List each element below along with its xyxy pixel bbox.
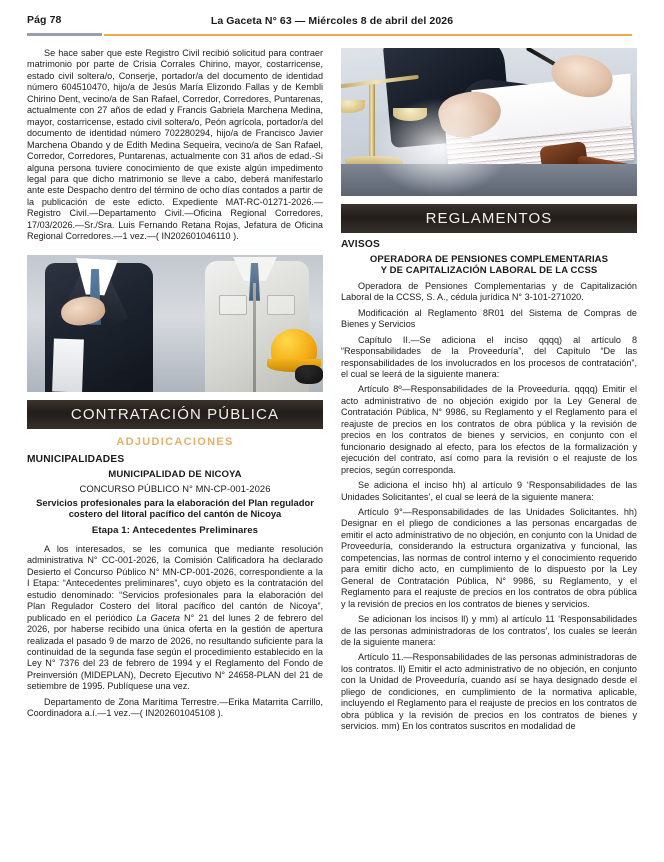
scales-left-pan-shape bbox=[341, 100, 365, 113]
adjudicacion-text-part1: A los interesados, se les comunica que mediante resolución administrativa N° CC-001-2026, la Comisión Calificadora ha declarado Desierto el Concurso Público N° MN-CP-001-2026, correspondiente a la I Etapa: “Antecedentes preliminares”, cuyo objeto es la contratación del estudio denominado: “Servicios profesionales para la elaboración del Plan Regulador Costero del litoral pacífico del cantón de Nicoya”, publicado en el periódico bbox=[27, 543, 323, 623]
reglamentos-banner-title: REGLAMENTOS bbox=[425, 210, 553, 227]
municipalidad-de-nicoya-heading: MUNICIPALIDAD DE NICOYA bbox=[108, 468, 242, 480]
contract-object-title: Servicios profesionales para la elaboración del Plan regulador costero del litoral pacífico del cantón de Nicoya bbox=[36, 496, 314, 520]
reglamento-paragraph-3: Capítulo II.—Se adiciona el inciso qqqq) al artículo 8 “Responsabilidades de la Proveeduría”, del Capítulo “De las responsabilidades de los involucrados en los procesos de contratación”, el cual se leerá de la siguiente manera: bbox=[341, 334, 637, 379]
gazette-title: La Gaceta N° 63 — Miércoles 8 de abril del 2026 bbox=[210, 15, 454, 27]
adjudicaciones-subtitle: ADJUDICACIONES bbox=[116, 435, 234, 448]
justice-scales-gavel-photo bbox=[341, 48, 637, 196]
etapa-heading: Etapa 1: Antecedentes Preliminares bbox=[91, 524, 259, 536]
right-column bbox=[341, 48, 637, 733]
reglamento-paragraph-2: Modificación al Reglamento 8R01 del Sistema de Compras de Bienes y Servicios bbox=[341, 307, 637, 330]
avisos-heading: AVISOS bbox=[341, 239, 380, 250]
worker-right-pocket-shape bbox=[267, 295, 295, 315]
left-column bbox=[27, 48, 323, 720]
contratacion-publica-banner bbox=[27, 400, 323, 429]
reglamentos-banner bbox=[341, 204, 637, 233]
adjudicacion-text-part2: N° 21 del lunes 2 de febrero del 2026, por haberse recibido una única oferta en la gestión de apertura realizada el pasado 9 de marzo de 2026, no resultando suficiente para la continuidad de la segunda fase según el procedimiento establecido en la Ley N° 7376 del 23 de febrero de 1994 y el Reglamento del Fondo de Preinversión (MIDEPLAN), Decreto Ejecutivo N° 24658-PLAN del 21 de setiembre de 1995. Publíquese una vez. bbox=[27, 612, 323, 692]
contratacion-publica-banner-title: CONTRATACIÓN PÚBLICA bbox=[70, 405, 280, 423]
photo-glow-overlay bbox=[371, 98, 511, 196]
reglamento-paragraph-1: Operadora de Pensiones Complementarias y de Capitalización Laboral de la CCSS, S. A., cédula jurídica N° 3-101-271020. bbox=[341, 280, 637, 303]
suit-shirt-shape bbox=[52, 338, 84, 392]
concurso-publico-number: CONCURSO PÚBLICO N° MN-CP-001-2026 bbox=[79, 482, 271, 494]
reglamento-paragraph-5: Se adiciona el inciso hh) al artículo 9 ‘Responsabilidades de las Unidades Solicitantes’, el cual se leerá de la siguiente manera: bbox=[341, 480, 637, 502]
worker-hand-shape bbox=[295, 365, 323, 384]
marriage-edict-paragraph: Se hace saber que este Registro Civil recibió solicitud para contraer matrimonio por parte de Crisia Corrales Chirino, mayor, costarricense, estado civil soltera/o, Conserje, portador/a del documento de identidad número 604510470, hijo/a de Jesús María Elizondo Fallas y de Kembli Chirino Dent, vecino/a de San Rafael, Corredor, Corredores, Puntarenas, actualmente con 27 años de edad y Francis Gabriela Marchena Medina, mayor, costarricense, estado civil soltera/o, Peón agrícola, portador/a del documento de identidad número 702280294, hijo/a de Francisco Javier Marchena Obando y de Edith Medina Sequeira, vecino/a de San Rafael, Corredor, Corredores, Puntarenas, actualmente con 31 años de edad.-Si alguna persona tuviere conocimiento de que existe algún impedimento legal para que dicho matrimonio se lleve a cabo, deberá manifestarlo ante este Despacho dentro del término de ocho días contados a partir de la publicación de este edicto. Expediente MAT-RC-01271-2026.—Registro Civil.—Departamento Civil.—Oficina Regional Corredores, 17/03/2026.—Sr./Sra. Luis Fernando Retana Rojas, Jefatura de Oficina Regional Corredores.—1 vez.—( IN202601046110 ). bbox=[27, 48, 323, 242]
page-number-label: Pág 78 bbox=[27, 14, 62, 26]
adjudicacion-signature: Departamento de Zona Marítima Terrestre.—Erika Matarrita Carrillo, Coordinadora a.í.—1 vez.—( IN202601045108 ). bbox=[27, 696, 323, 719]
header-rule-gray bbox=[27, 33, 102, 36]
worker-zipper-shape bbox=[253, 283, 256, 392]
reglamento-paragraph-6: Artículo 9°—Responsabilidades de las Unidades Solicitantes. hh) Designar en el pliego de condiciones a las personas encargadas de emitir el acto administrativo de no objeción, en conjunto con la Unidad de Proveeduría, considerando la estructura organizativa y funcional, las competencias, las normas de control interno y el conocimiento requerido para emitir dicho acto, en cumplimiento de lo dispuesto por la Ley General de Contratación Pública, N° 9986, su Reglamento, y el Reglamento para el reajuste de precios en los contratos de obra pública y la revisión de precios en los contratos de bienes y servicios. bbox=[341, 506, 637, 609]
reglamento-paragraph-7: Se adicionan los incisos ll) y mm) al artículo 11 ‘Responsabilidades de las personas administradoras de los contratos’, los cuales se leerán de la siguiente manera: bbox=[341, 614, 637, 647]
operadora-pensiones-heading-line2: Y DE CAPITALIZACIÓN LABORAL DE LA CCSS bbox=[380, 265, 598, 277]
reglamento-paragraph-4: Artículo 8º—Responsabilidades de la Proveeduría. qqqq) Emitir el acto administrativo de no objeción exigido por la Ley General de Contratación Pública, N° 9986, su Reglamento y el Reglamento para el reajuste de precios en los contratos de obra pública y la revisión de precios en los contratos de bienes y servicios, en conjunto con el funcionario designado al efecto, para los efectos de la formalización y ejecución del contrato, así como para la revisión o el reajuste de los precios, según corresponda. bbox=[341, 384, 637, 475]
businessman-and-worker-photo bbox=[27, 255, 323, 392]
gaceta-italic-mention: La Gaceta bbox=[136, 612, 180, 623]
operadora-pensiones-heading-line1: OPERADORA DE PENSIONES COMPLEMENTARIAS bbox=[369, 254, 609, 265]
header-rule-orange bbox=[104, 34, 632, 37]
reglamento-paragraph-8: Artículo 11.—Responsabilidades de las personas administradoras de los contratos. ll) Emitir el acto administrativo de no objeción, en conjunto con la Unidad de Proveeduría, cuando así se haya designado desde el pliego de condiciones, en cumplimiento de la normativa aplicable, incluyendo el Reglamento para el reajuste de precios en los contratos de obra pública y la revisión de precios en los contratos de bienes y servicios. mm) En los contratos suscritos en modalidad de bbox=[341, 652, 637, 732]
adjudicacion-body-paragraph bbox=[27, 544, 323, 693]
municipalidades-heading: MUNICIPALIDADES bbox=[27, 453, 125, 465]
worker-left-pocket-shape bbox=[219, 295, 247, 315]
page-header bbox=[0, 0, 664, 42]
